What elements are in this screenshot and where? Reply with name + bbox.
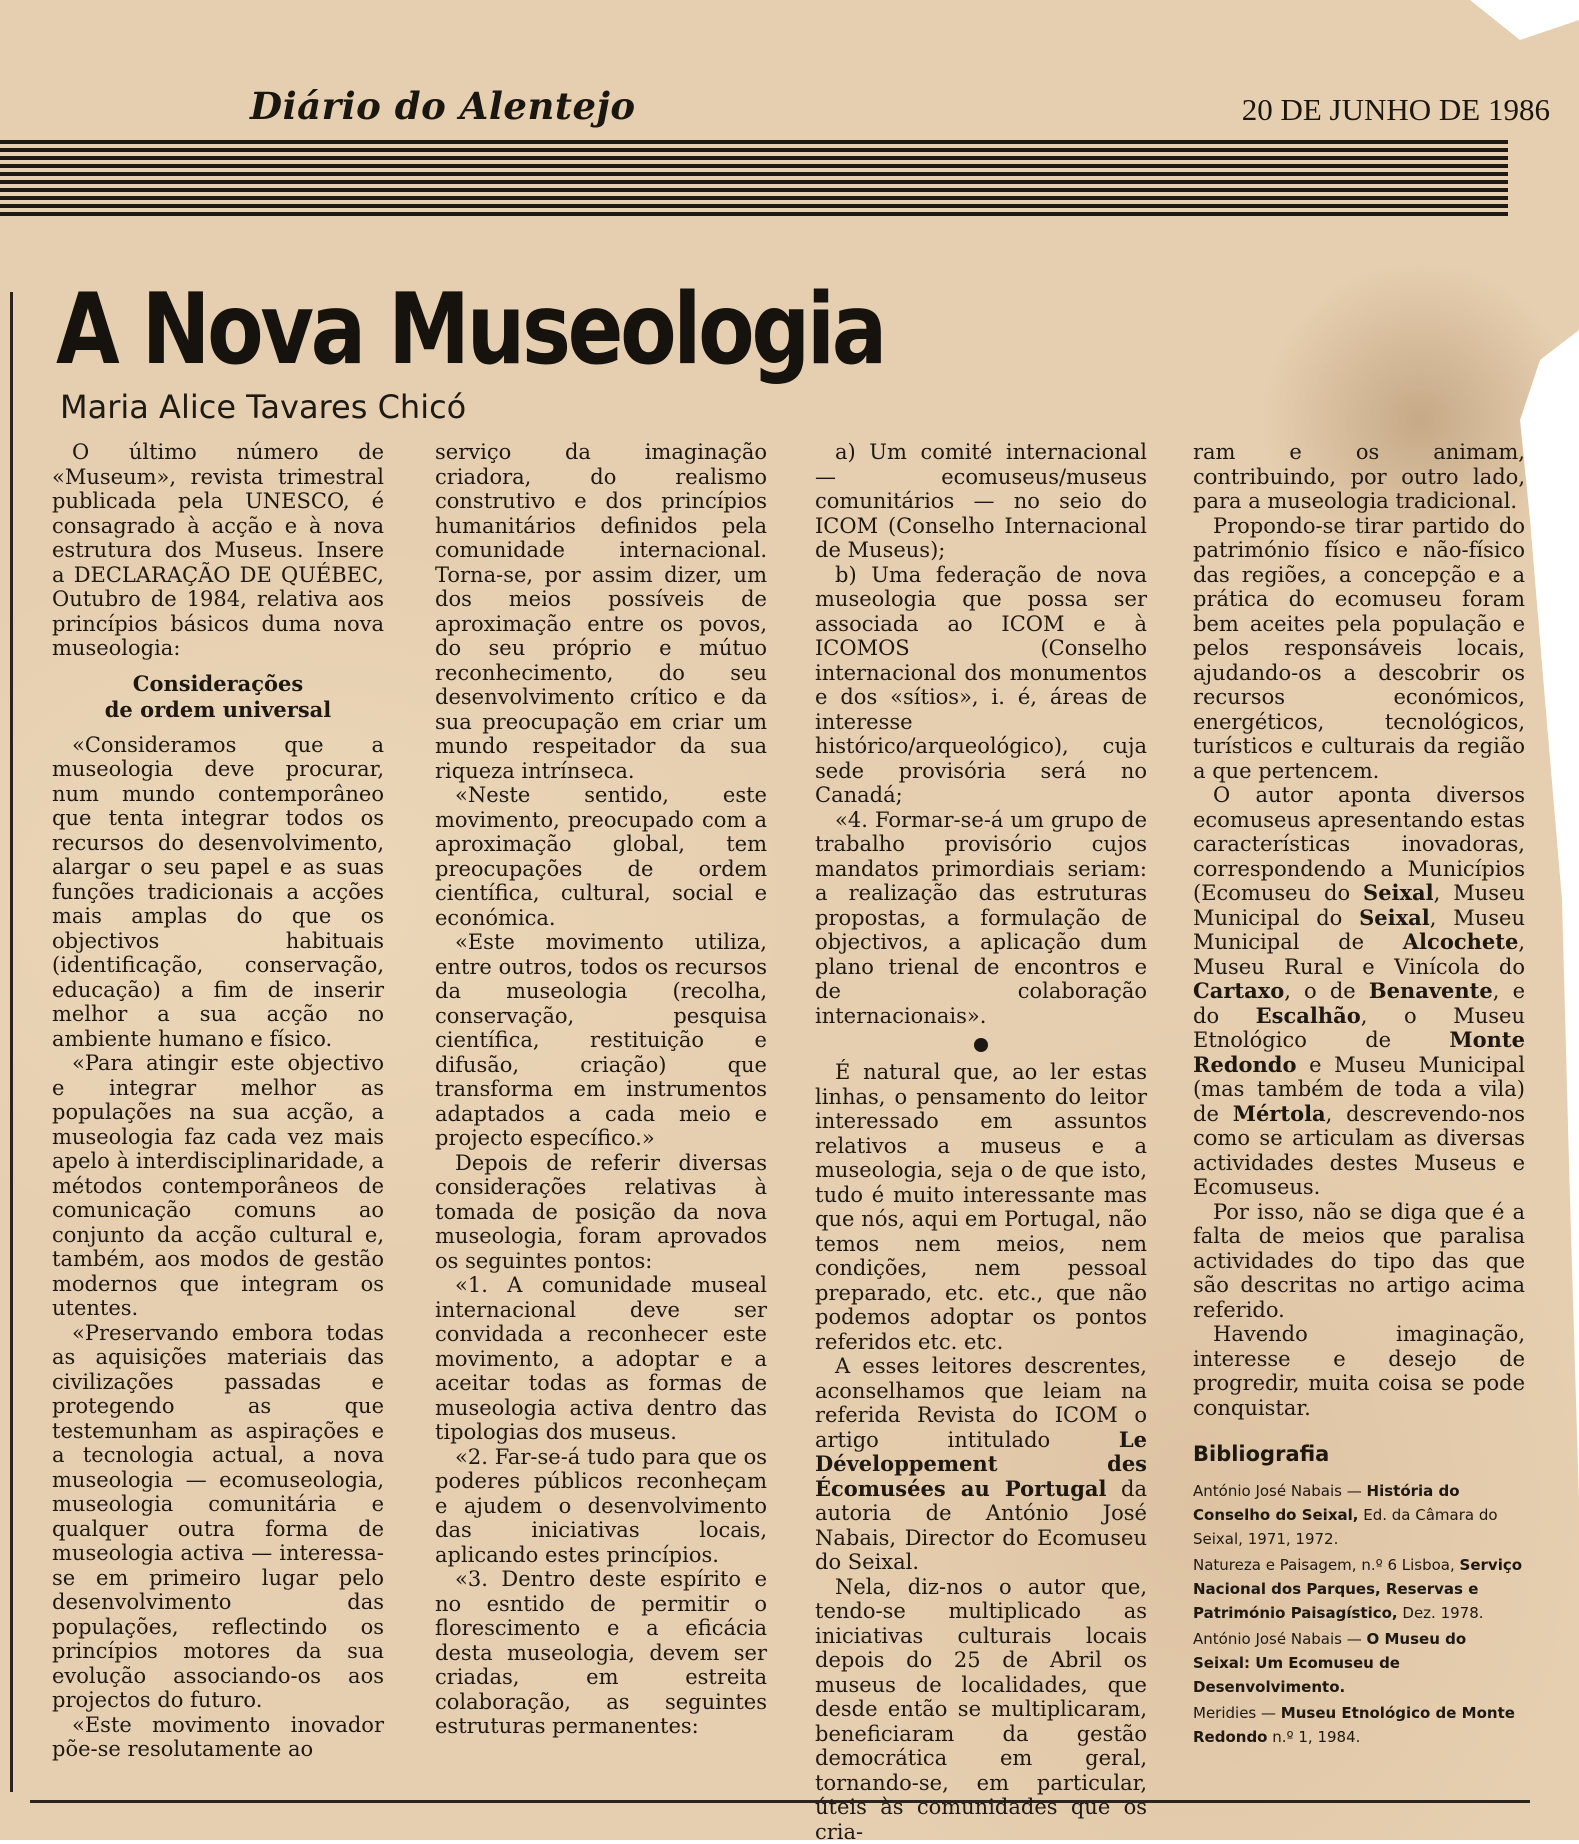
bibliography-entry [1193,1479,1525,1551]
text: , Museu Municipal de [1193,906,1525,955]
paragraph: «Neste sentido, este movimento, preocupado com a aproximação global, tem preocupações de ordem científica, cultural, social e económica. [435,783,767,930]
bib-details: Ed. da Câmara do Seixal, 1971, 1972. [1193,1506,1498,1548]
paragraph: a) Um comité internacional — ecomuseus/museus comunitários — no seio do ICOM (Conselho Internacional de Museus); [815,440,1147,563]
article-headline: A Nova Museologia [56,270,694,390]
paragraph: «Este movimento utiliza, entre outros, todos os recursos da museologia (recolha, conservação, pesquisa científica, restituição e difusão, criação) que transforma em instrumentos adaptados a cada meio e projecto específico.» [435,930,767,1151]
column-1 [52,440,384,1792]
text: A esses leitores descrentes, aconselhamos que leiam na referida Revista do ICOM o artigo intitulado [815,1354,1147,1452]
left-rule [10,292,13,1792]
paragraph [815,1354,1147,1575]
text: , Museu Municipal do [1193,881,1525,930]
bibliography-entry [1193,1553,1525,1625]
subheading-line: de ordem universal [52,697,384,723]
paragraph: b) Uma federação de nova museologia que possa ser associada ao ICOM e à ICOMOS (Conselho internacional dos monumentos e dos «sítios», i. é, áreas de interesse histórico/arqueológico), cuja sede provisória será no Canadá; [815,563,1147,808]
bib-author: Meridies — [1193,1704,1276,1722]
column-3 [815,440,1147,1792]
text: , Museu Rural e Vinícola do [1193,930,1525,979]
paragraph [1193,783,1525,1200]
place-name: Cartaxo [1193,978,1284,1003]
paragraph: serviço da imaginação criadora, do realismo construtivo e dos princípios humanitários definidos pela comunidade internacional. Torna-se, por assim dizer, um dos meios possíveis de aproximação entre os povos, do seu próprio e mútuo reconhecimento, do seu desenvolvimento crítico e da sua preocupação em criar um mundo respeitador da sua riqueza intrínseca. [435,440,767,783]
bib-title: Museu Etnológico de Monte Redondo [1193,1704,1515,1746]
place-name: Seixal [1363,880,1434,905]
bib-title: História do Conselho do Seixal, [1193,1482,1460,1524]
text: , o de [1284,979,1355,1003]
newspaper-title: Diário do Alentejo [250,84,580,134]
bottom-rule [30,1800,1530,1803]
text: , o Museu Etnológico de [1193,1004,1525,1053]
cited-article-title: Le Développement des Écomusées au Portugal [815,1427,1147,1501]
bib-details: n.º 1, 1984. [1272,1728,1360,1746]
text: da autoria de António José Nabais, Director do Ecomuseu do Seixal. [815,1477,1147,1575]
paragraph: «Consideramos que a museologia deve procurar, num mundo contemporâneo que tenta integrar todos os recursos do desenvolvimento, alargar o seu papel e as suas funções tradicionais a acções mais amplas do que os objectivos habituais (identificação, conservação, educação) a fim de inserir melhor a sua acção no ambiente humano e físico. [52,733,384,1052]
place-name: Monte Redondo [1193,1027,1525,1077]
bib-author: António José Nabais — [1193,1482,1362,1500]
column-4 [1193,440,1525,1792]
paragraph: Propondo-se tirar partido do património físico e não-físico das regiões, a concepção e a prática do ecomuseu foram bem aceites pela população e pelos responsáveis locais, ajudando-os a descobrir os recursos económicos, energéticos, tecnológicos, turísticos e culturais da região a que pertencem. [1193,514,1525,784]
paragraph: «2. Far-se-á tudo para que os poderes públicos reconheçam e ajudem o desenvolvimento das iniciativas locais, aplicando estes princípios. [435,1445,767,1568]
paragraph: Nela, diz-nos o autor que, tendo-se multiplicado as iniciativas culturais locais depois do 25 de Abril os museus de localidades, que desde então se multiplicaram, beneficiaram da gestão democrática em geral, tornando-se, em particular, úteis às comunidades que os cria- [815,1575,1147,1844]
bullet-separator [974,1038,988,1052]
subheading [52,671,384,723]
bib-title: Serviço Nacional dos Parques, Reservas e Património Paisagístico, [1193,1556,1522,1622]
paragraph: «1. A comunidade museal internacional deve ser convidada a reconhecer este movimento, a adoptar e a aceitar todas as formas de museologia activa dentro das tipologias dos museus. [435,1273,767,1445]
bibliography-entry [1193,1627,1525,1699]
text: O autor aponta diversos ecomuseus apresentando estas características inovadoras, correspondendo a Municípios (Ecomuseu do [1193,783,1525,905]
paragraph: «3. Dentro deste espírito e no esntido de permitir o florescimento e a eficácia desta museologia, devem ser criadas, em estreita colaboração, as seguintes estruturas permanentes: [435,1567,767,1739]
bibliography-heading: Bibliografia [1193,1442,1525,1467]
paragraph: «Para atingir este objectivo e integrar melhor as populações na sua acção, a museologia faz cada vez mais apelo à interdisciplinaridade, a métodos contemporâneos de comunicação comuns ao conjunto da acção cultural e, também, aos modos de gestão modernos que integram os utentes. [52,1051,384,1321]
paragraph: Depois de referir diversas considerações relativas à tomada de posição da nova museologia, foram aprovados os seguintes pontos: [435,1151,767,1274]
paragraph: Havendo imaginação, interesse e desejo de progredir, muita coisa se pode conquistar. [1193,1322,1525,1420]
text: e Museu Municipal (mas também de toda a vila) de [1193,1053,1525,1126]
issue-date: 20 DE JUNHO DE 1986 [1170,92,1550,132]
text: , descrevendo-nos como se articulam as diversas actividades destes Museus e Ecomuseus. [1193,1102,1525,1200]
bib-details: Dez. 1978. [1402,1604,1483,1622]
bib-author: Natureza e Paisagem, n.º 6 Lisboa, [1193,1556,1455,1574]
paragraph: É natural que, ao ler estas linhas, o pensamento do leitor interessado em assuntos relativos a museus e a museologia, seja o de que isto, tudo é muito interessante mas que nós, aqui em Portugal, não temos nem meios, nem condições, nem pessoal preparado, etc. etc., que não podemos adoptar os pontos referidos etc. etc. [815,1060,1147,1354]
text: , e do [1193,979,1525,1028]
masthead-rules [0,140,1508,220]
paragraph: ram e os animam, contribuindo, por outro lado, para a museologia tradicional. [1193,440,1525,514]
place-name: Mértola [1233,1101,1326,1126]
place-name: Escalhão [1256,1003,1361,1028]
place-name: Seixal [1359,905,1430,930]
bib-title: O Museu do Seixal: Um Ecomuseu de Desenvolvimento. [1193,1630,1466,1696]
place-name: Benavente [1369,978,1493,1003]
subheading-line: Considerações [52,671,384,697]
bib-author: António José Nabais — [1193,1630,1362,1648]
paragraph: O último número de «Museum», revista trimestral publicada pela UNESCO, é consagrado à acção e à nova estrutura dos Museus. Insere a DECLARAÇÃO DE QUÉBEC, Outubro de 1984, relativa aos princípios básicos duma nova museologia: [52,440,384,661]
column-2 [435,440,767,1792]
place-name: Alcochete [1403,929,1519,954]
paragraph: «Este movimento inovador põe-se resolutamente ao [52,1713,384,1762]
article-author: Maria Alice Tavares Chicó [60,388,660,432]
paragraph: «4. Formar-se-á um grupo de trabalho provisório cujos mandatos primordiais seriam: a realização das estruturas propostas, a formulação de objectivos, a aplicação dum plano trienal de encontros e de colaboração internacionais». [815,808,1147,1029]
bibliography-entry [1193,1701,1525,1749]
paragraph: Por isso, não se diga que é a falta de meios que paralisa actividades do tipo das que são descritas no artigo acima referido. [1193,1200,1525,1323]
paragraph: «Preservando embora todas as aquisições materiais das civilizações passadas e protegendo as que testemunham as aspirações e a tecnologia actual, a nova museologia — ecomuseologia, museologia comunitária e qualquer outra forma de museologia activa — interessa-se em primeiro lugar pelo desenvolvimento das populações, reflectindo os princípios motores da sua evolução associando-os aos projectos do futuro. [52,1321,384,1713]
